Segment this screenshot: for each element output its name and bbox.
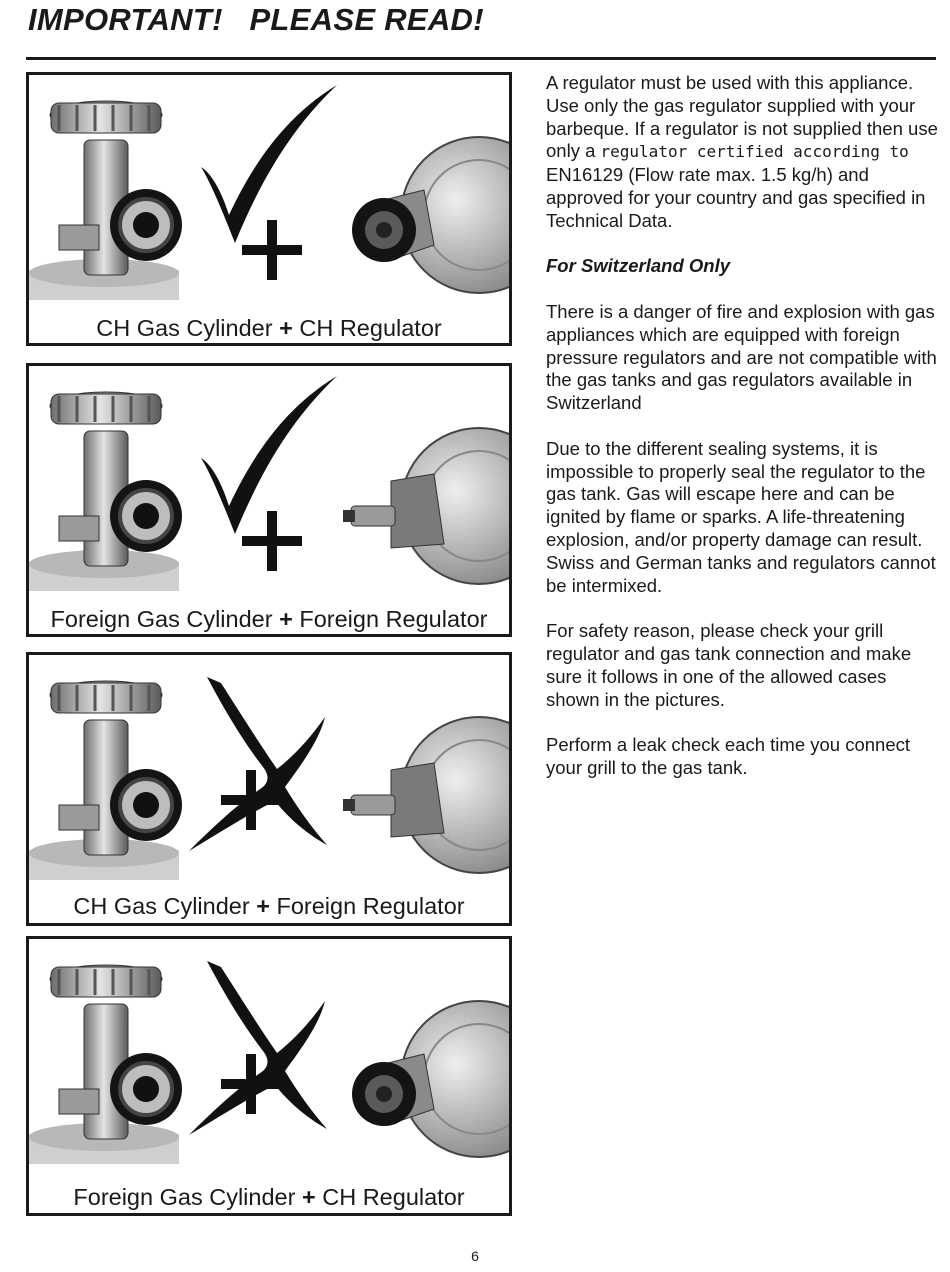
ch-gas-cylinder-valve — [29, 681, 182, 880]
panel-caption — [29, 893, 509, 920]
title-divider — [26, 57, 936, 60]
plus-icon — [242, 511, 302, 571]
panel-caption — [29, 315, 509, 342]
foreign-gas-cylinder-valve — [29, 965, 182, 1164]
cross-mark-icon — [189, 961, 327, 1135]
panel-ch-cylinder-foreign-regulator — [26, 652, 512, 926]
panel-illustration — [29, 366, 509, 634]
panel-ch-cylinder-ch-regulator — [26, 72, 512, 346]
leak-check-paragraph: Perform a leak check each time you connect your grill to the gas tank. — [546, 734, 911, 778]
panel-foreign-cylinder-foreign-regulator — [26, 363, 512, 637]
foreign-regulator — [343, 717, 509, 873]
panel-foreign-cylinder-ch-regulator — [26, 936, 512, 1216]
panel-caption — [29, 1184, 509, 1211]
regulator-label: Foreign Regulator — [276, 893, 465, 919]
regulator-requirement-paragraph — [546, 72, 938, 233]
cylinder-label: CH Gas Cylinder — [96, 315, 273, 341]
page-title: IMPORTANT! PLEASE READ! — [28, 2, 484, 37]
page-number: 6 — [471, 1248, 479, 1264]
instructions-text — [546, 72, 938, 803]
regulator-label: CH Regulator — [299, 315, 442, 341]
cross-mark-icon — [189, 677, 327, 851]
cylinder-label: Foreign Gas Cylinder — [50, 606, 273, 632]
plus-sign: + — [272, 315, 300, 341]
ch-regulator — [352, 1001, 509, 1157]
plus-sign: + — [295, 1184, 323, 1210]
check-mark-icon — [201, 376, 337, 534]
safety-check-paragraph: For safety reason, please check your grill regulator and gas tank connection and make sure it follows in one of the allowed cases shown in the pictures. — [546, 620, 912, 710]
panel-illustration — [29, 655, 509, 923]
regulator-requirement-text: A regulator must be used with this appliance. Use only the gas regulator supplied with your barbeque. If a regulator is not supplied then use only a — [546, 72, 938, 162]
ch-gas-cylinder-valve — [29, 101, 182, 300]
switzerland-subheading: For Switzerland Only — [546, 255, 730, 277]
cylinder-label: Foreign Gas Cylinder — [73, 1184, 296, 1210]
regulator-label: CH Regulator — [322, 1184, 465, 1210]
check-mark-icon — [201, 85, 337, 243]
regulator-requirement-text-end: EN16129 (Flow rate max. 1.5 kg/h) and approved for your country and gas specified in Technical Data. — [546, 164, 926, 231]
ch-regulator — [352, 137, 509, 293]
regulator-label: Foreign Regulator — [299, 606, 488, 632]
danger-paragraph: There is a danger of fire and explosion with gas appliances which are equipped with foreign pressure regulators and are not compatible with the gas tanks and gas regulators available in Switzerland — [546, 300, 937, 414]
panel-caption — [29, 606, 509, 633]
sealing-paragraph: Due to the different sealing systems, it is impossible to properly seal the regulator to the gas tank. Gas will escape here and can be ignited by flame or sparks. A life-threatening explosion, and/or property damage can result. Swiss and German tanks and regulators cannot be intermixed. — [546, 437, 936, 596]
plus-icon — [242, 220, 302, 280]
foreign-regulator — [343, 428, 509, 584]
foreign-gas-cylinder-valve — [29, 392, 182, 591]
cylinder-label: CH Gas Cylinder — [73, 893, 250, 919]
panel-illustration — [29, 939, 509, 1213]
plus-sign: + — [249, 893, 277, 919]
certified-phrase: regulator certified according to — [600, 142, 909, 162]
panel-illustration — [29, 75, 509, 343]
plus-sign: + — [272, 606, 300, 632]
